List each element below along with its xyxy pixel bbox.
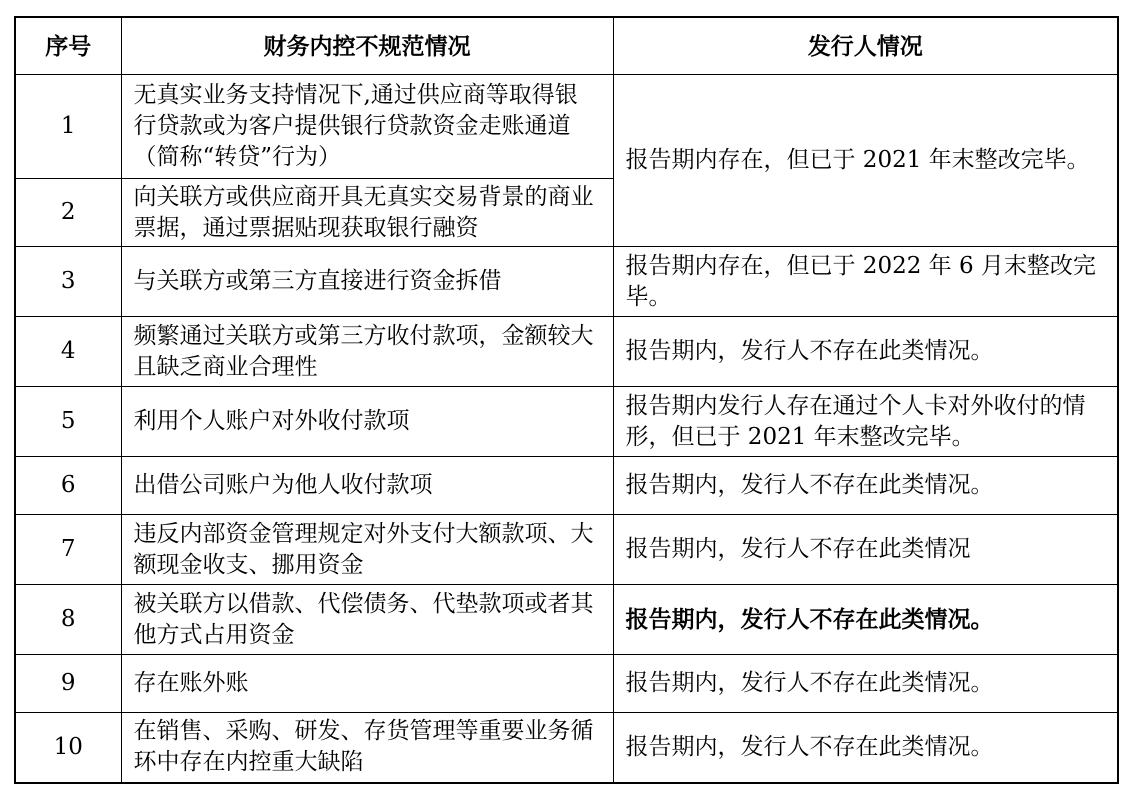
row-item: 与关联方或第三方直接进行资金拆借 [121, 247, 613, 317]
row-item: 存在账外账 [121, 655, 613, 713]
table-row [15, 585, 1118, 655]
table-row [15, 713, 1118, 783]
row-status: 报告期内，发行人不存在此类情况。 [613, 713, 1118, 783]
row-number: 2 [15, 179, 121, 247]
row-item: 无真实业务支持情况下,通过供应商等取得银行贷款或为客户提供银行贷款资金走账通道（简称“转贷”行为） [121, 75, 613, 179]
row-status: 报告期内存在，但已于 2022 年 6 月末整改完毕。 [613, 247, 1118, 317]
row-item: 利用个人账户对外收付款项 [121, 387, 613, 457]
table-row [15, 515, 1118, 585]
header-serial-no: 序号 [15, 17, 121, 75]
row-status: 报告期内，发行人不存在此类情况。 [613, 317, 1118, 387]
row-item: 频繁通过关联方或第三方收付款项，金额较大且缺乏商业合理性 [121, 317, 613, 387]
row-number: 9 [15, 655, 121, 713]
row-status: 报告期内发行人存在通过个人卡对外收付的情形，但已于 2021 年末整改完毕。 [613, 387, 1118, 457]
table-row [15, 317, 1118, 387]
row-number: 4 [15, 317, 121, 387]
row-status: 报告期内，发行人不存在此类情况。 [613, 655, 1118, 713]
row-number: 6 [15, 457, 121, 515]
row-number: 5 [15, 387, 121, 457]
row-number: 8 [15, 585, 121, 655]
row-number: 10 [15, 713, 121, 783]
table-header-row [15, 17, 1118, 75]
header-issuer-status: 发行人情况 [613, 17, 1118, 75]
row-status: 报告期内，发行人不存在此类情况 [613, 515, 1118, 585]
row-status: 报告期内，发行人不存在此类情况。 [613, 457, 1118, 515]
row-item: 违反内部资金管理规定对外支付大额款项、大额现金收支、挪用资金 [121, 515, 613, 585]
table-row [15, 387, 1118, 457]
row-item: 被关联方以借款、代偿债务、代垫款项或者其他方式占用资金 [121, 585, 613, 655]
row-number: 3 [15, 247, 121, 317]
internal-control-table [14, 16, 1119, 784]
row-item: 向关联方或供应商开具无真实交易背景的商业票据，通过票据贴现获取银行融资 [121, 179, 613, 247]
row-status: 报告期内，发行人不存在此类情况。 [613, 585, 1118, 655]
row-item: 在销售、采购、研发、存货管理等重要业务循环中存在内控重大缺陷 [121, 713, 613, 783]
table-row [15, 247, 1118, 317]
table-row [15, 655, 1118, 713]
table-row [15, 75, 1118, 179]
header-irregularity: 财务内控不规范情况 [121, 17, 613, 75]
row-number: 7 [15, 515, 121, 585]
table-row [15, 457, 1118, 515]
row-status: 报告期内存在，但已于 2021 年末整改完毕。 [613, 75, 1118, 247]
row-item: 出借公司账户为他人收付款项 [121, 457, 613, 515]
row-number: 1 [15, 75, 121, 179]
